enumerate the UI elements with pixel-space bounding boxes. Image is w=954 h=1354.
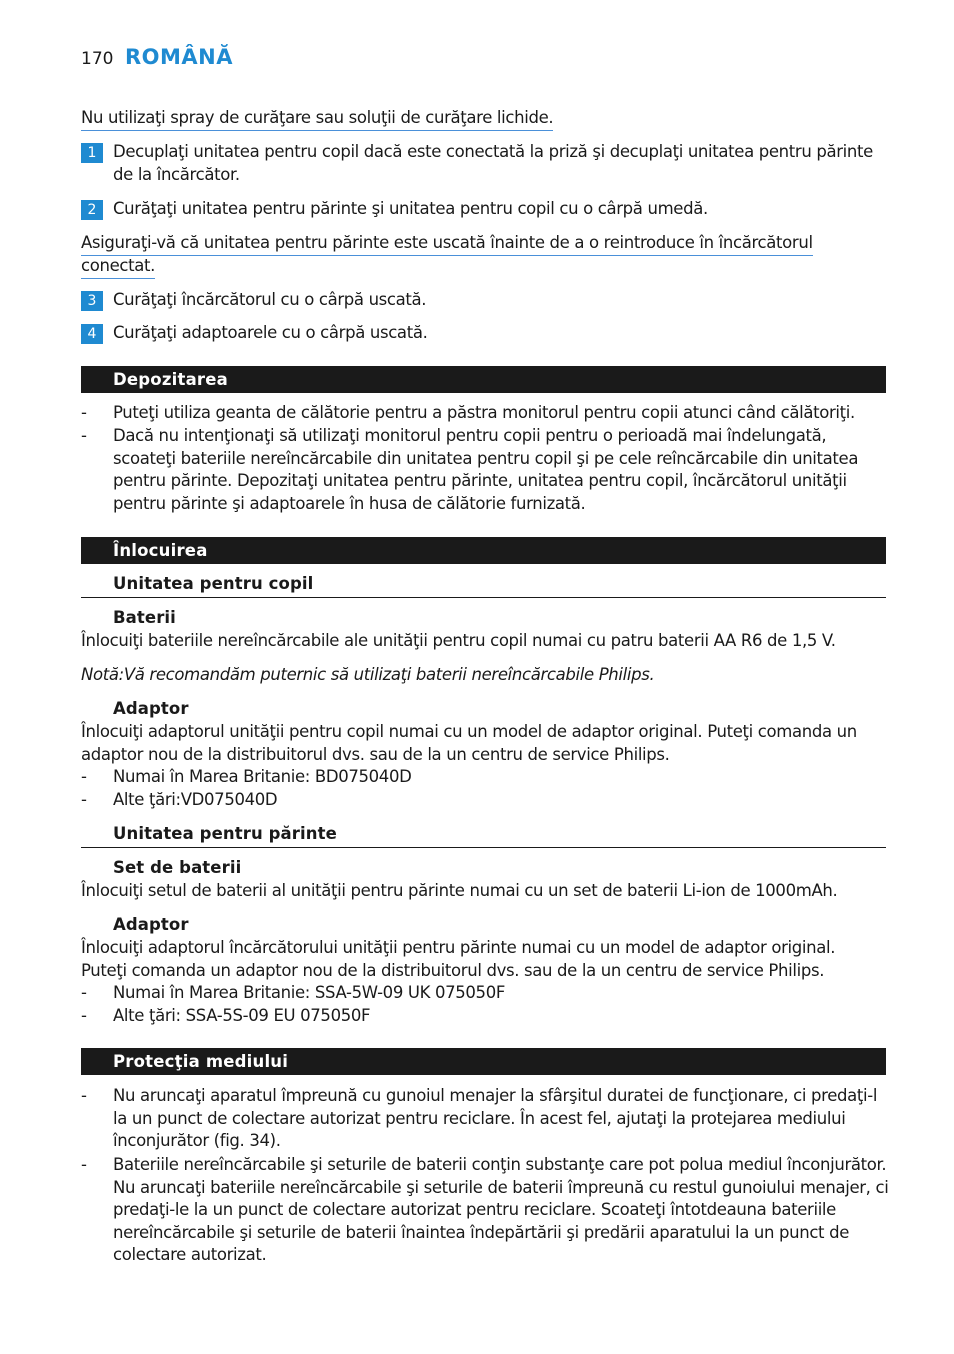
heading-batteries: Baterii xyxy=(113,608,176,627)
parent-adapter-other: Alte ţări: SSA-5S-09 EU 075050F xyxy=(113,1006,371,1025)
step-3-badge: 3 xyxy=(81,291,103,311)
language-title: ROMÂNĂ xyxy=(125,45,233,69)
bullet-dash: - xyxy=(81,1086,87,1105)
caution-dry-text: Asiguraţi-vă că unitatea pentru părinte este uscată înainte de a o reintroduce în încărcătorul conectat. xyxy=(81,233,813,279)
bullet-dash: - xyxy=(81,767,87,786)
step-4-badge: 4 xyxy=(81,324,103,344)
section-header-environment: Protecţia mediului xyxy=(81,1048,886,1075)
step-3-text: Curăţaţi încărcătorul cu o cârpă uscată. xyxy=(113,290,427,309)
subheading-baby-unit: Unitatea pentru copil xyxy=(81,573,886,598)
page-number: 170 xyxy=(81,49,114,69)
baby-adapter-other: Alte ţări:VD075040D xyxy=(113,790,278,809)
heading-battery-pack: Set de baterii xyxy=(113,858,242,877)
section-header-replacement: Înlocuirea xyxy=(81,537,886,564)
step-1-badge: 1 xyxy=(81,143,103,163)
subheading-parent-unit: Unitatea pentru părinte xyxy=(81,823,886,848)
batteries-text: Înlocuiţi bateriile nereîncărcabile ale unităţii pentru copil numai cu patru baterii AA R6 de 1,5 V. xyxy=(81,631,836,650)
bullet-dash: - xyxy=(81,426,87,445)
storage-item-2: Dacă nu intenţionaţi să utilizaţi monitorul pentru copii pentru o perioadă mai îndelungată, scoateţi bateriile nereîncărcabile din unitatea pentru copil şi pe cele reîncărcabile din unitatea pentru părinte. Depozitaţi unitatea pentru părinte, unitatea pentru copil, încărcătorul unităţii pentru părinte şi adaptoarele în husa de călătorie furnizată. xyxy=(113,426,859,513)
bullet-dash: - xyxy=(81,403,87,422)
environment-item-1: Nu aruncaţi aparatul împreună cu gunoiul menajer la sfârşitul duratei de funcţionare, ci predaţi-l la un punct de colectare autorizat pentru reciclare. În acest fel, ajutaţi la protejarea mediului înconjurător (fig. 34). xyxy=(113,1086,878,1150)
caution-spray xyxy=(81,107,553,130)
baby-adapter-uk: Numai în Marea Britanie: BD075040D xyxy=(113,767,412,786)
bullet-dash: - xyxy=(81,1006,87,1025)
battery-pack-text: Înlocuiţi setul de baterii al unităţii pentru părinte numai cu un set de baterii Li-ion de 1000mAh. xyxy=(81,881,838,900)
step-4-text: Curăţaţi adaptoarele cu o cârpă uscată. xyxy=(113,323,428,342)
bullet-dash: - xyxy=(81,983,87,1002)
caution-spray-text: Nu utilizaţi spray de curăţare sau soluţii de curăţare lichide. xyxy=(81,108,553,131)
heading-baby-adapter: Adaptor xyxy=(113,699,189,718)
parent-adapter-text: Înlocuiţi adaptorul încărcătorului unităţii pentru părinte numai cu un model de adaptor original. Puteţi comanda un adaptor nou de la distribuitorul dvs. sau de la un centru de service Philips. xyxy=(81,938,836,980)
section-header-storage: Depozitarea xyxy=(81,366,886,393)
step-2-badge: 2 xyxy=(81,200,103,220)
step-2-text: Curăţaţi unitatea pentru părinte şi unitatea pentru copil cu o cârpă umedă. xyxy=(113,199,708,218)
storage-item-1: Puteţi utiliza geanta de călătorie pentru a păstra monitorul pentru copii atunci când călătoriţi. xyxy=(113,403,855,422)
caution-dry xyxy=(81,232,851,277)
heading-parent-adapter: Adaptor xyxy=(113,915,189,934)
bullet-dash: - xyxy=(81,790,87,809)
parent-adapter-uk: Numai în Marea Britanie: SSA-5W-09 UK 075050F xyxy=(113,983,505,1002)
baby-adapter-text: Înlocuiţi adaptorul unităţii pentru copil numai cu un model de adaptor original. Puteţi comanda un adaptor nou de la distribuitorul dvs. sau de la un centru de service Philips. xyxy=(81,722,857,764)
batteries-note: Notă:Vă recomandăm puternic să utilizaţi baterii nereîncărcabile Philips. xyxy=(81,665,655,684)
environment-item-2: Bateriile nereîncărcabile şi seturile de baterii conţin substanţe care pot polua mediul înconjurător. Nu aruncaţi bateriile nereîncărcabile şi seturile de baterii împreună cu restul gunoiului menajer, ci predaţi-le la un punct de colectare autorizat pentru reciclare. Scoateţi întotdeauna bateriile nereîncărcabile şi seturile de baterii înaintea îndepărtării şi predării aparatului la un punct de colectare autorizat. xyxy=(113,1155,889,1264)
bullet-dash: - xyxy=(81,1155,87,1174)
step-1-text: Decuplaţi unitatea pentru copil dacă este conectată la priză şi decuplaţi unitatea pentru părinte de la încărcător. xyxy=(113,142,873,184)
